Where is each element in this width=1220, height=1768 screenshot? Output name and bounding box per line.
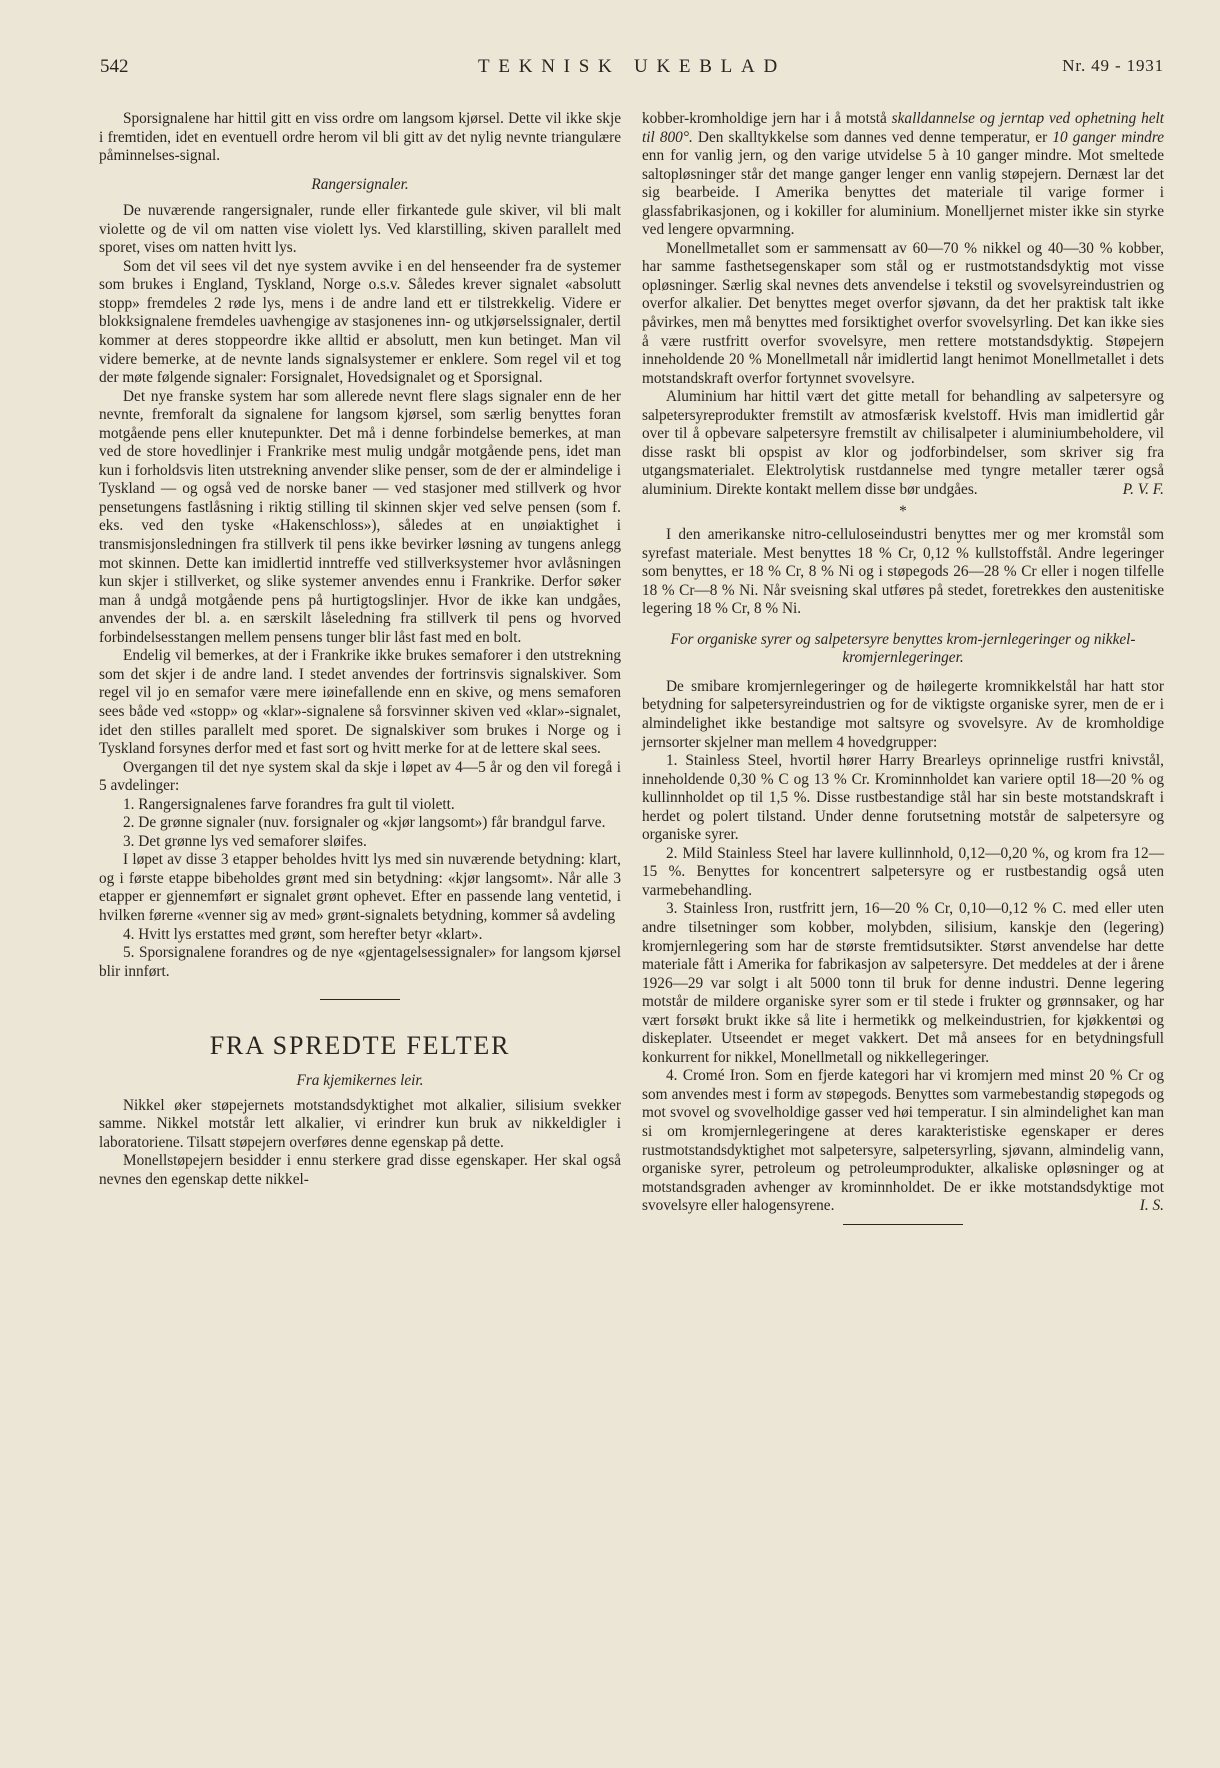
list-item: 4. Cromé Iron. Som en fjerde kategori har vi kromjern med minst 20 % Cr og som anvendes mest i form av støpegods. Benyttes som varmebestandig støpegods og mot svovel og svovelholdige gasser ved høi temperatur. I sin almindelighet kan man si om kromjernlegeringene at deres karakteristiske egenskaper er deres rustmotstandsdyktighet mot salpetersyre, salpetersyrling, sjøvann, almindelig vann, organiske syrer, petroleum og petroleumprodukter, alkaliske opløsninger og at motstandsgraden avhenger av krominnholdet. De er ikke motstandsdyktige mot svovelsyre eller halogensyrene. I. S. (642, 1067, 1164, 1215)
list-item: 2. Mild Stainless Steel har lavere kullinnhold, 0,12—0,20 %, og krom fra 12—15 %. Benyttes for koncentrert salpetersyre og er rustbestandig også uten varmebehandling. (642, 844, 1164, 899)
paragraph: Monellstøpejern besidder i ennu sterkere grad disse egenskaper. Her skal også nevnes den egenskap dette nikkel- (99, 1152, 621, 1188)
list-item: 4. Hvitt lys erstattes med grønt, som herefter betyr «klart». (123, 925, 483, 943)
paragraph: Endelig vil bemerkes, at der i Frankrike ikke brukes semaforer i den utstrekning som det skjer i de andre land. I stedet anvendes der fortrinsvis signalskiver. Som regel vil jo en semafor være mere iøinefallende enn en skive, og mens semaforen sees både ved «stopp» og «klar»-signalene så forsvinner skiven ved «klar»-signalet, idet den stilles parallelt med sporet. De signalskiver som brukes i Norge og i Tyskland forsynes derfor med et fast sort og hvitt merke for at de lettere skal sees. (99, 647, 621, 758)
author-signature: P. V. F. (1122, 480, 1164, 498)
paragraph: Sporsignalene har hittil gitt en viss ordre om langsom kjørsel. Dette vil ikke skje i fremtiden, idet en eventuell ordre herom vil bli gitt av det nylig nevnte triangulære påminnelses-signal. (99, 110, 621, 165)
paragraph: Nikkel øker støpejernets motstandsdyktighet mot alkalier, silisium svekker samme. Nikkel motstår lett alkalier, vi erindrer kun bruk av nikkeldigler i laboratoriene. Tilsatt støpejern overføres denne egenskap på dette. (99, 1096, 621, 1151)
paragraph: I løpet av disse 3 etapper beholdes hvitt lys med sin nuværende betydning: klart, og i første etappe bibeholdes grønt med sin betydning: «kjør langsomt». Når alle 3 etapper er gjennemført er signalet grønt ophevet. Efter en passende lang ventetid, i hvilken førerne «venner sig av med» grønt-signalets betydning, kommer så avdeling (99, 851, 621, 924)
list-item: 2. De grønne signaler (nuv. forsignaler og «kjør langsomt») får brandgul farve. (123, 814, 606, 832)
section-title: FRA SPREDTE FELTER (209, 1031, 511, 1061)
list-item: 5. Sporsignalene forandres og de nye «gjentagelsessignaler» for langsom kjørsel blir innført. (99, 944, 621, 980)
journal-title: TEKNISK UKEBLAD (478, 56, 786, 77)
issue-number: Nr. 49 - 1931 (1062, 56, 1164, 75)
paragraph: Som det vil sees vil det nye system avvike i en del henseender fra de systemer som brukes i England, Tyskland, Norge o.s.v. Således krever signalet «absolutt stopp» fremdeles 2 røde lys, mens i de andre land ett er tilstrekkelig. Videre er blokksignalene fremdeles uavhengige av stasjonenes inn- og utkjørselssignaler, dertil kommer at deres stoppeordre ikke alltid er absolutt, men kun betinget. Man vil videre bemerke, at de nevnte lands signalsystemer er enklere. Som regel vil et tog der møte følgende signaler: Forsignalet, Hovedsignalet og et Sporsignal. (99, 257, 621, 387)
paragraph: De nuværende rangersignaler, runde eller firkantede gule skiver, vil bli malt violette og de vil om natten vise violett lys. Ved klarstilling, skiven parallelt med sporet, vises om natten hvitt lys. (99, 202, 621, 257)
author-signature: I. S. (1139, 1197, 1164, 1215)
paragraph: Det nye franske system har som allerede nevnt flere slags signaler enn de her nevnte, fremforalt da signalene for langsom kjørsel, som særlig benyttes foran motgående pens eller knutepunkter. Det må i denne forbindelse bemerkes, at man ved de store hovedlinjer i Frankrike mest mulig undgår motgående pens, idet man kun i forholdsvis liten utstrekning anvender slike penser, som de der er almindelige i Tyskland — og også ved de norske baner — ved stasjoner med stillverk og hvor pensetungens fastlåsning i riktig stilling til skinnen skjer ved selve pensen (som f. eks. ved den tyske «Hakenschloss»), således at en unøiaktighet i transmisjonsledningen fra stillverk til pens ikke bevirker løsning av tungens anlegg mot skinnen. Dette kan imidlertid inntreffe ved stillverksystemer hvor avlåsningen kun skjer i stillverket, og slike systemer anvendes ennu i Frankrike. Derfor søker man å undgå motgående pens på hurtigtogslinjer. Hvor de ikke kan undgåes, anvendes der bl. a. en særskilt låseledning fra stillverk til pens og hvorved forbindelsesstangen mellem pensens tunger blir låst fast med en bolt. (99, 387, 621, 646)
list-item: 1. Rangersignalenes farve forandres fra gult til violett. (123, 795, 455, 813)
paragraph: I den amerikanske nitro-celluloseindustri benyttes mer og mer kromstål som syrefast materiale. Mest benyttes 18 % Cr, 0,12 % kullstoffstål. Andre legeringer som benyttes, er 18 % Cr, 8 % Ni og i støpegods 26—28 % Cr eller i nogen tilfelle 18 % Cr—8 % Ni. Når sveisning skal utføres på stedet, foretrekkes den austenitiske legering 18 % Cr, 8 % Ni. (642, 526, 1164, 618)
paragraph: De smibare kromjernlegeringer og de høilegerte kromnikkelstål har hatt stor betydning for salpetersyreindustrien og for de viktigste organiske syrer, men de er i almindelighet ikke bestandige mot saltsyre og svovelsyre. Av de kromholdige jernsorter skjelner man mellem 4 hovedgrupper: (642, 677, 1164, 751)
paragraph: Aluminium har hittil vært det gitte metall for behandling av salpetersyre og salpetersyreprodukter fremstilt av atmosfærisk kvelstoff. Hvis man imidlertid går over til å opbevare salpetersyre fremstilt av chilisalpeter i aluminiumbeholdere, vil disse raskt bli opspist av klor og jodforbindelser, som skriver sig fra utgangsmaterialet. Elektrolytisk rustdannelse med tyngre metaller tærer også aluminium. Direkte kontakt mellem disse bør undgåes. P. V. F. (642, 388, 1164, 498)
paragraph: Overgangen til det nye system skal da skje i løpet av 4—5 år og den vil foregå i 5 avdelinger: (99, 758, 621, 795)
subheading-organiske-syrer: For organiske syrer og salpetersyre benyttes krom-jernlegeringer og nikkel-kromjernlegeringer. (670, 630, 1136, 667)
list-item: 1. Stainless Steel, hvortil hører Harry Brearleys oprinnelige rustfri knivstål, inneholdende 0,30 % C og 13 % Cr. Krominnholdet kan variere optil 18—20 % og kullinnholdet op til 1,5 %. Disse rustbestandige stål har sin beste motstandskraft i herdet og polert tilstand. Under denne forutsetning motstår de salpetersyre og organiske syrer. (642, 752, 1164, 844)
divider (320, 999, 400, 1000)
list-item: 3. Det grønne lys ved semaforer sløifes. (123, 832, 367, 850)
separator-asterisk: * (899, 503, 907, 521)
right-column (642, 110, 1164, 1225)
section-subtitle: Fra kjemikernes leir. (296, 1072, 424, 1090)
page-header (100, 56, 1164, 86)
page-number: 542 (100, 56, 129, 77)
paragraph: Monellmetallet som er sammensatt av 60—70 % nikkel og 40—30 % kobber, har samme fasthetsegenskaper som stål og er rustmotstandsdyktig mot visse opløsninger. Særlig skal nevnes dets anvendelse i tekstil og svovelsyreindustrien og overfor alkalier. Det benyttes meget overfor sjøvann, da det her praktisk talt ikke påvirkes, men må benyttes med forsiktighet overfor svovelsyrling. Det kan ikke sies å være rustfritt overfor svovelsyre, men rettere motstandsdyktig. Støpejern inneholdende 20 % Monellmetall når imidlertid langt henimot Monellmetallet i dets motstandskraft overfor fortynnet svovelsyre. (642, 239, 1164, 387)
subheading-rangersignaler: Rangersignaler. (311, 175, 409, 193)
left-column (99, 110, 621, 1189)
list-item: 3. Stainless Iron, rustfritt jern, 16—20 % Cr, 0,10—0,12 % C. med eller uten andre tilsetninger som kobber, molybden, silisium, kanskje den (legering) kromjernlegering som har de største fremtidsutsikter. Størst anvendelse har dette materiale fått i Amerika for fabrikasjon av salpetersyre. Det meddeles at der i årene 1926—29 var solgt i alt 5000 tonn til bruk for denne industri. Denne legering motstår de mildere organiske syrer som er til stede i frukter og grønnsaker, og har vært forsøkt brukt ikke så lite i hermetikk og melkeindustrien, for kjøkkentøi og diskeplater. Utseendet er meget vakkert. Det må ansees for en betydningsfull konkurrent for nikkel, Monellmetall og nikkellegeringer. (642, 900, 1164, 1066)
paragraph: kobber-kromholdige jern har i å motstå skalldannelse og jerntap ved ophetning helt til 800°. Den skalltykkelse som dannes ved denne temperatur, er 10 ganger mindre enn for vanlig jern, og den varige utvidelse 5 à 10 ganger mindre. Mot smeltede saltopløsninger står det mange ganger lenger enn vanlig støpejern. Dernæst lar det sig bearbeide. I Amerika benyttes det materiale til varige former i glassfabrikasjonen, og i kokiller for aluminium. Monelljernet mister ikke sin styrke ved lengere opvarmning. (642, 110, 1165, 239)
divider (843, 1224, 963, 1225)
